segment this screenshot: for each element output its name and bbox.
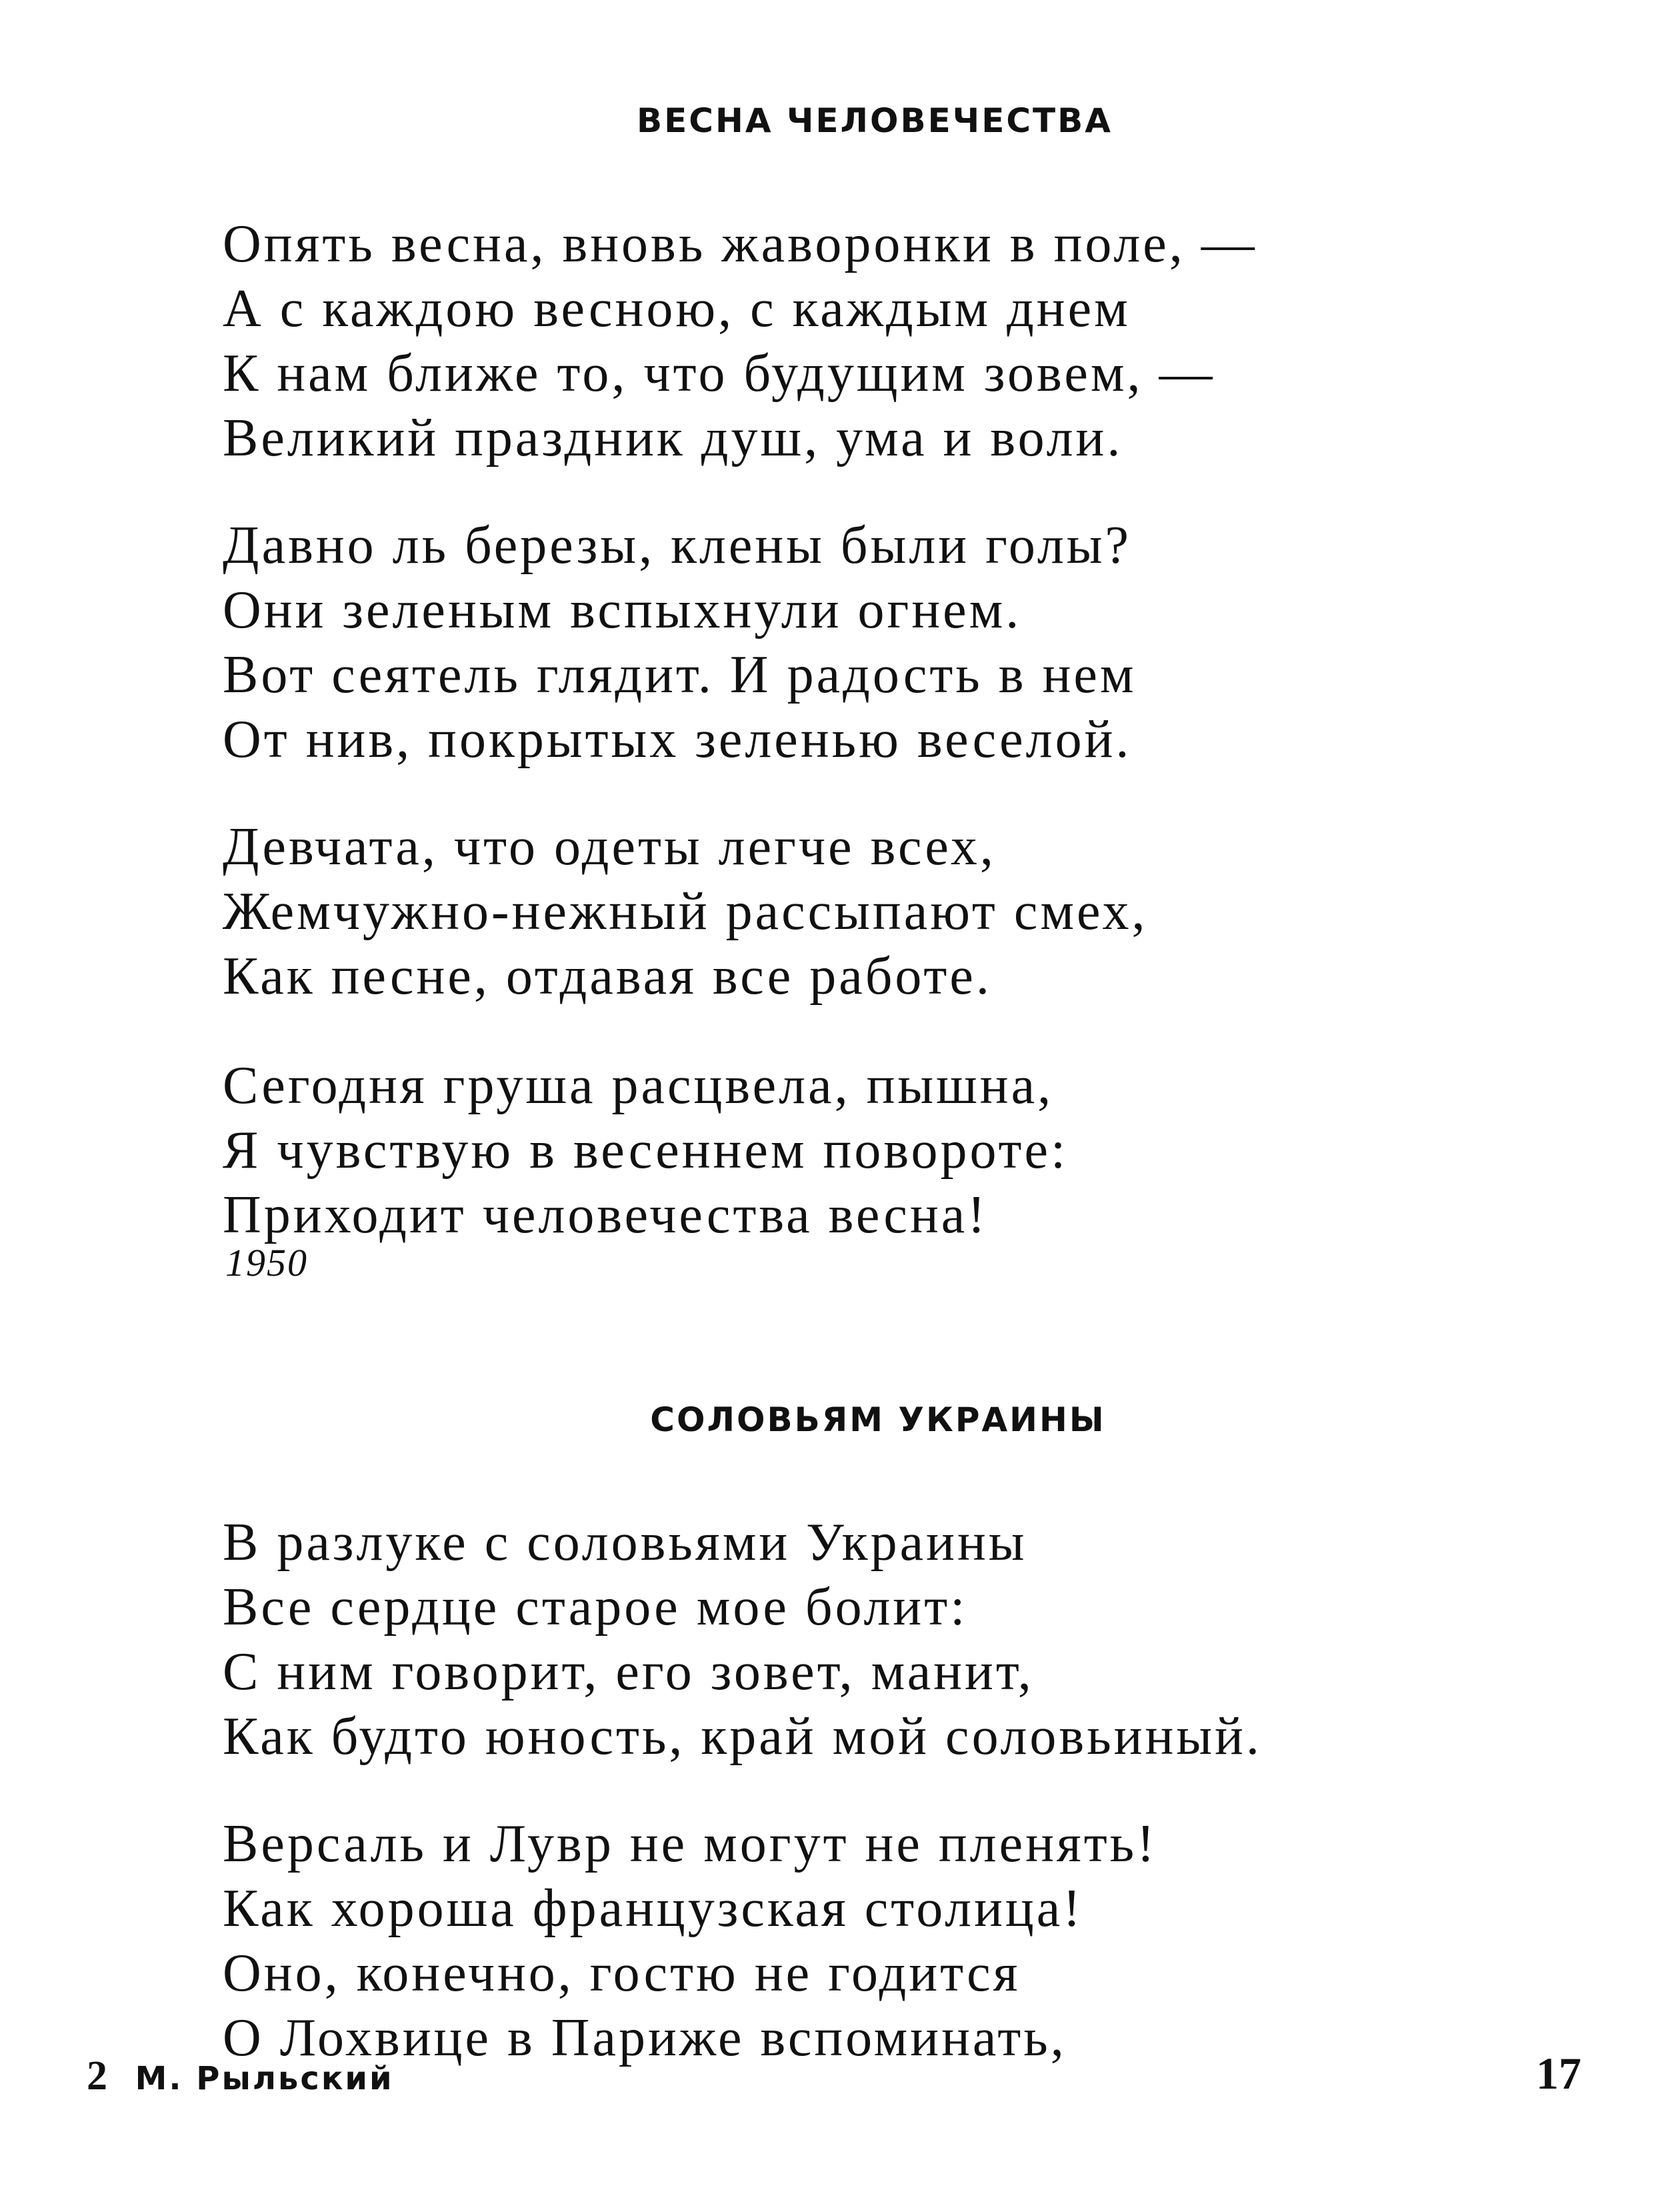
poem-line: От нив, покрытых зеленью веселой. (223, 710, 1132, 769)
poem-line: Опять весна, вновь жаворонки в поле, — (223, 215, 1257, 273)
poem-line: Как будто юность, край мой соловьиный. (223, 1707, 1262, 1766)
poem-line: Версаль и Лувр не могут не пленять! (223, 1815, 1157, 1873)
poem-line: Великий праздник душ, ума и воли. (223, 409, 1123, 467)
stanza (223, 513, 1137, 772)
poem-line: К нам ближе то, что будущим зовем, — (223, 344, 1215, 403)
stanza (223, 1054, 1068, 1248)
poem-line: Вот сеятель глядит. И радость в нем (223, 646, 1137, 704)
poem-line: Жемчужно-нежный рассыпают смех, (223, 882, 1148, 941)
poem-line: В разлуке с соловьями Украины (223, 1513, 1027, 1572)
poem-title: СОЛОВЬЯМ УКРАИНЫ (650, 1400, 1106, 1439)
poem-line: А с каждою весною, с каждым днем (223, 279, 1131, 338)
signature-number: 2 (87, 2053, 107, 2099)
stanza (223, 1510, 1262, 1769)
author-name: М. Рыльский (135, 2060, 394, 2097)
poem-line: Девчата, что одеты легче всех, (223, 818, 996, 876)
poem-title: ВЕСНА ЧЕЛОВЕЧЕСТВА (637, 101, 1113, 140)
stanza (223, 815, 1147, 1009)
poem-line: Оно, конечно, гостю не годится (223, 1944, 1021, 2003)
poem-line: Приходит человечества весна! (223, 1186, 988, 1244)
poem-line: Все сердце старое мое болит: (223, 1578, 968, 1636)
stanza (223, 1812, 1157, 2071)
poem-line: С ним говорит, его зовет, манит, (223, 1642, 1034, 1701)
poem-line: Они зеленым вспыхнули огнем. (223, 581, 1022, 640)
page-footer-signature (87, 2053, 394, 2100)
page-number: 17 (1536, 2048, 1581, 2099)
poem-line: Как хороша французская столица! (223, 1879, 1083, 1938)
poem-date: 1950 (225, 1241, 308, 1284)
poem-line: Сегодня груша расцвела, пышна, (223, 1056, 1054, 1115)
poem-line: О Лохвице в Париже вспоминать, (223, 2009, 1067, 2067)
stanza (223, 212, 1257, 471)
poem-line: Я чувствую в весеннем повороте: (223, 1121, 1069, 1180)
poem-line: Как песне, отдавая все работе. (223, 947, 992, 1006)
poem-line: Давно ль березы, клены были голы? (223, 516, 1132, 575)
